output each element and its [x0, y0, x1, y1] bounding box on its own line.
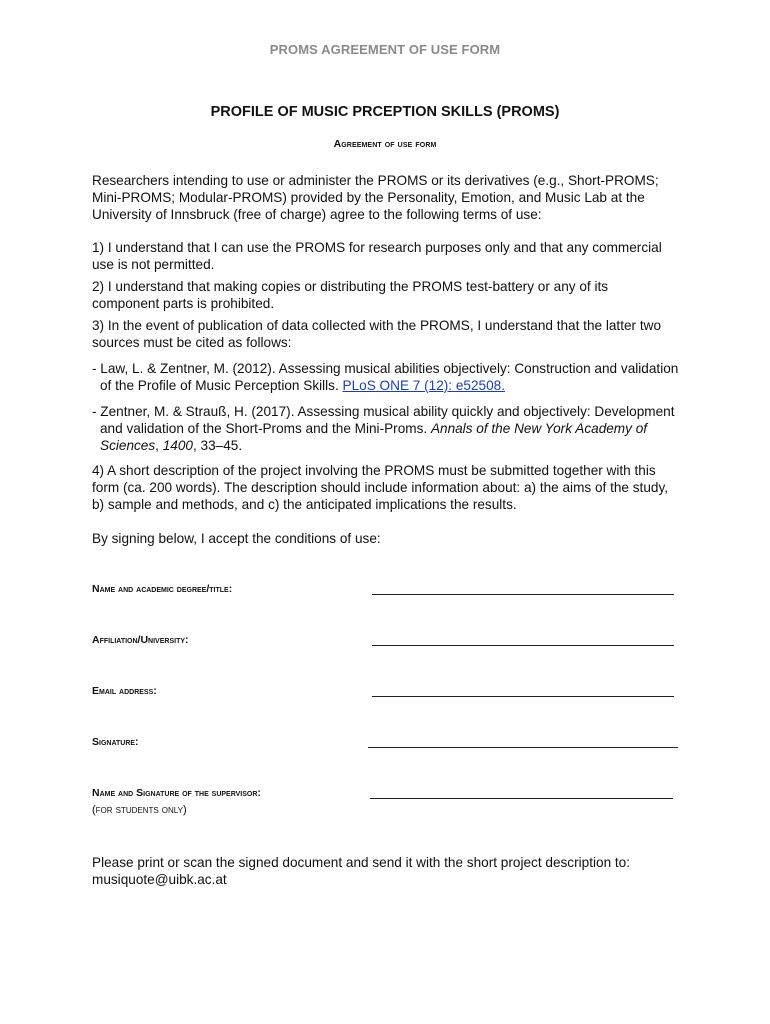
intro-paragraph: Researchers intending to use or administer the PROMS or its derivatives (e.g., Short-PROMS; Mini-PROMS; Modular-PROMS) provided by the Personality, Emotion, and Music Lab at the University of Innsbruck (free of charge) agree to the following terms of use:	[92, 173, 659, 222]
term-1: 1) I understand that I can use the PROMS for research purposes only and that any commercial use is not permitted.	[92, 240, 662, 272]
affiliation-field-label: Affiliation/University:	[92, 634, 189, 646]
reference-2-sep: ,	[155, 438, 163, 453]
name-field-label: Name and academic degree/title:	[92, 583, 233, 595]
reference-1-link[interactable]: PLoS ONE 7 (12): e52508.	[342, 378, 505, 393]
email-field-label: Email address:	[92, 685, 157, 697]
email-field-line[interactable]	[372, 696, 674, 697]
reference-2	[92, 403, 682, 454]
closing-text: Please print or scan the signed document and send it with the short project description to:	[92, 855, 631, 870]
term-4: 4) A short description of the project involving the PROMS must be submitted together with this form (ca. 200 words). The description should include information about: a) the aims of the study, b) sample and methods, and c) the anticipated implications the results.	[92, 463, 669, 512]
document-subtitle: Agreement of use form	[333, 138, 437, 150]
term-3: 3) In the event of publication of data collected with the PROMS, I understand that the latter two sources must be cited as follows:	[92, 318, 661, 350]
reference-2-text: - Zentner, M. & Strauß, H. (2017). Assessing musical ability quickly and objectively: Development and validation of the Short-Proms and the Mini-Proms.	[92, 404, 675, 436]
reference-1-text: - Law, L. & Zentner, M. (2012). Assessing musical abilities objectively: Construction and validation of the Profile of Music Perception Skills.	[92, 361, 679, 393]
contact-email[interactable]: musiquote@uibk.ac.at	[92, 872, 227, 887]
reference-2-volume: 1400	[162, 438, 193, 453]
name-field-line[interactable]	[372, 594, 674, 595]
reference-2-pages: , 33–45.	[192, 438, 243, 453]
reference-2-journal: Annals of the New York Academy of Sciences	[100, 421, 648, 453]
document-title: PROFILE OF MUSIC PRCEPTION SKILLS (PROMS)	[210, 104, 560, 120]
signature-field-label: Signature:	[92, 736, 139, 748]
signature-field-line[interactable]	[368, 747, 678, 748]
reference-1	[92, 360, 682, 394]
supervisor-field-note: (for students only)	[92, 804, 187, 816]
accept-statement: By signing below, I accept the conditions of use:	[92, 531, 381, 546]
supervisor-field-label: Name and Signature of the supervisor:	[92, 787, 261, 799]
running-header: PROMS AGREEMENT OF USE FORM	[269, 42, 501, 57]
term-2: 2) I understand that making copies or distributing the PROMS test-battery or any of its component parts is prohibited.	[92, 279, 609, 311]
supervisor-field-line[interactable]	[370, 798, 673, 799]
affiliation-field-line[interactable]	[372, 645, 674, 646]
closing-paragraph	[92, 854, 674, 888]
